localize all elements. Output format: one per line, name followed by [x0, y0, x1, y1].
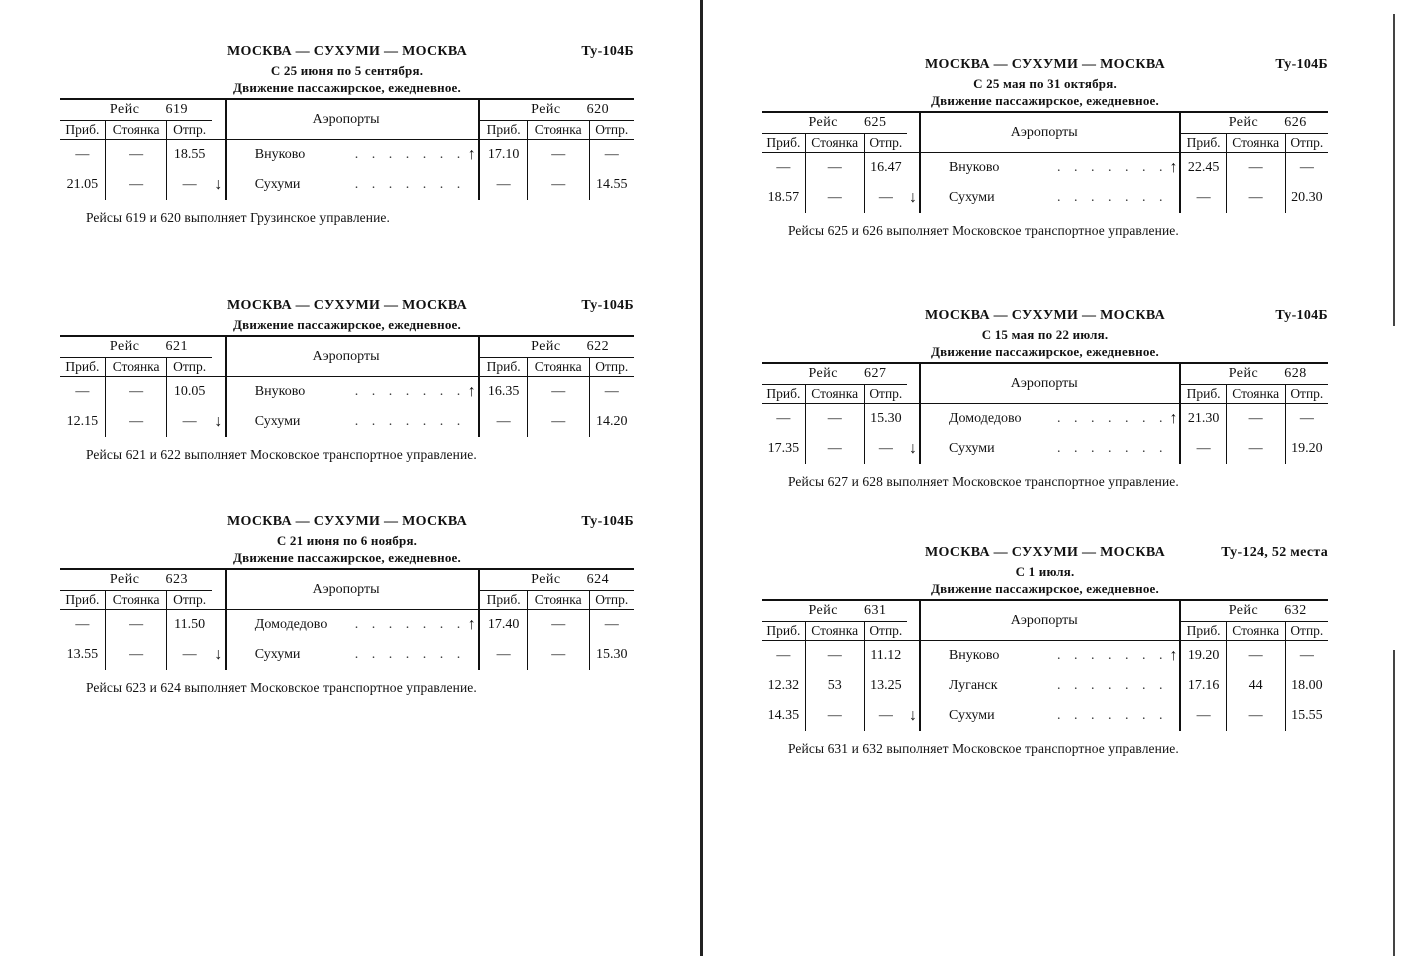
- arrow-down-icon: [907, 153, 920, 184]
- arrival-out: 14.35: [767, 708, 800, 723]
- arrival-out: —: [75, 384, 90, 399]
- arrow-down-icon: [907, 671, 920, 701]
- stop-back: —: [527, 170, 589, 200]
- departure-back: 15.55: [1291, 708, 1323, 723]
- traffic-type: Движение пассажирское, ежедневное.: [233, 80, 461, 95]
- route-title: МОСКВА — СУХУМИ — МОСКВА: [924, 57, 1166, 72]
- aircraft-type: Ту-104Б: [581, 298, 634, 313]
- flight-back-header: Рейс 620: [479, 99, 634, 121]
- arrow-down-icon: [907, 641, 920, 672]
- dep-header: Отпр.: [1285, 134, 1328, 153]
- arrival-out: 21.05: [66, 177, 99, 192]
- arrival-back: 21.30: [1187, 411, 1220, 426]
- stop-header: Стоянка: [527, 121, 589, 140]
- arr-header: Приб.: [479, 591, 527, 610]
- arrow-down-icon: ↓: [907, 434, 920, 464]
- operator-note: Рейсы 631 и 632 выполняет Московское транспортное управление.: [788, 741, 1179, 756]
- period: С 21 июня по 6 ноября.: [276, 533, 418, 548]
- arrow-up-icon: [465, 170, 479, 200]
- stop-back: —: [527, 610, 589, 641]
- dep-header: Отпр.: [589, 358, 634, 377]
- airport-name: Сухуми . . . . . . .: [254, 177, 466, 192]
- stop-header: Стоянка: [1226, 134, 1285, 153]
- leader-dots: . . . . . . .: [1056, 160, 1168, 175]
- timetable-row: [60, 640, 634, 670]
- arrow-up-icon: ↑: [465, 610, 479, 641]
- timetable: [762, 111, 1328, 213]
- page-edge: [1393, 14, 1395, 326]
- schedule-block: [762, 57, 1328, 239]
- timetable-row: [762, 153, 1328, 184]
- leader-dots: . . . . . . .: [354, 647, 466, 662]
- arrival-out: 12.32: [767, 678, 800, 693]
- aircraft-type: Ту-104Б: [581, 514, 634, 529]
- airport-name: Сухуми . . . . . . .: [948, 441, 1168, 456]
- dep-header: Отпр.: [167, 358, 212, 377]
- route-title: МОСКВА — СУХУМИ — МОСКВА: [226, 514, 468, 529]
- departure-out: —: [864, 434, 907, 464]
- dep-header: Отпр.: [589, 121, 634, 140]
- stop-back: —: [527, 407, 589, 437]
- arrival-out: 13.55: [66, 647, 99, 662]
- arrival-back: 19.20: [1187, 648, 1220, 663]
- arrival-back: —: [1196, 190, 1211, 205]
- stop-out: —: [805, 153, 864, 184]
- route-header: [762, 545, 1328, 563]
- operator-note: Рейсы 621 и 622 выполняет Московское транспортное управление.: [86, 447, 477, 462]
- arrow-up-icon: [465, 407, 479, 437]
- airport-name: Сухуми . . . . . . .: [254, 647, 466, 662]
- route-title: МОСКВА — СУХУМИ — МОСКВА: [226, 44, 468, 59]
- airport-name: Внуково . . . . . . .: [948, 648, 1168, 663]
- arrow-down-icon: ↓: [212, 170, 226, 200]
- departure-back: —: [1299, 160, 1314, 175]
- stop-header: Стоянка: [105, 591, 167, 610]
- departure-back: 18.00: [1291, 678, 1323, 693]
- timetable-row: [762, 671, 1328, 701]
- departure-out: —: [864, 183, 907, 213]
- arrow-down-icon: [907, 404, 920, 435]
- arrow-down-icon: [212, 377, 226, 408]
- route-header: [762, 308, 1328, 326]
- stop-back: —: [1226, 153, 1285, 184]
- route-header: [60, 298, 634, 316]
- airport-name: Луганск . . . . . . .: [948, 678, 1168, 693]
- departure-out: 18.55: [167, 140, 212, 171]
- flight-back-header: Рейс 628: [1180, 363, 1328, 385]
- arrival-back: —: [496, 177, 511, 192]
- arr-header: Приб.: [479, 358, 527, 377]
- arrival-out: —: [776, 160, 791, 175]
- arrival-back: 17.16: [1187, 678, 1220, 693]
- stop-out: —: [805, 404, 864, 435]
- arrival-back: —: [1196, 708, 1211, 723]
- timetable-row: [60, 407, 634, 437]
- departure-back: —: [1299, 411, 1314, 426]
- dep-header: Отпр.: [1285, 622, 1328, 641]
- arrow-down-icon: ↓: [212, 640, 226, 670]
- departure-back: —: [604, 617, 619, 632]
- operator-note: Рейсы 623 и 624 выполняет Московское транспортное управление.: [86, 680, 477, 695]
- stop-out: —: [805, 641, 864, 672]
- leader-dots: . . . . . . .: [1056, 648, 1168, 663]
- flight-out-header: Рейс 631: [762, 600, 907, 622]
- book-spine: [700, 0, 703, 956]
- arrival-back: 17.40: [487, 617, 520, 632]
- arrow-up-icon: ↑: [465, 140, 479, 171]
- arrival-back: 22.45: [1187, 160, 1220, 175]
- operator-note: Рейсы 619 и 620 выполняет Грузинское управление.: [86, 210, 390, 225]
- arrow-down-icon: ↓: [907, 183, 920, 213]
- arrow-up-icon: [1167, 671, 1180, 701]
- arr-header: Приб.: [60, 358, 105, 377]
- stop-out: —: [805, 183, 864, 213]
- stop-header: Стоянка: [105, 121, 167, 140]
- stop-header: Стоянка: [805, 622, 864, 641]
- stop-back: —: [1226, 434, 1285, 464]
- airport-name: Домодедово . . . . . . .: [948, 411, 1168, 426]
- traffic-type: Движение пассажирское, ежедневное.: [931, 581, 1159, 596]
- arrow-down-icon: [212, 140, 226, 171]
- stop-out: —: [105, 377, 167, 408]
- arr-header: Приб.: [1180, 134, 1226, 153]
- stop-back: —: [1226, 183, 1285, 213]
- schedule-block: [60, 44, 634, 226]
- airports-header: Аэропорты: [920, 600, 1168, 641]
- timetable-row: [60, 140, 634, 171]
- arrow-up-icon: ↑: [465, 377, 479, 408]
- dep-header: Отпр.: [167, 121, 212, 140]
- departure-out: 13.25: [864, 671, 907, 701]
- traffic-type: Движение пассажирское, ежедневное.: [233, 550, 461, 565]
- route-title: МОСКВА — СУХУМИ — МОСКВА: [924, 545, 1166, 560]
- airport-name: Сухуми . . . . . . .: [254, 414, 466, 429]
- departure-out: —: [864, 701, 907, 731]
- departure-back: —: [1299, 648, 1314, 663]
- stop-header: Стоянка: [527, 591, 589, 610]
- stop-out: —: [105, 140, 167, 171]
- period: С 1 июля.: [1015, 564, 1075, 579]
- timetable: [60, 335, 634, 437]
- arrow-up-icon: ↑: [1167, 404, 1180, 435]
- airports-header: Аэропорты: [226, 99, 466, 140]
- departure-back: —: [604, 147, 619, 162]
- arr-header: Приб.: [60, 591, 105, 610]
- timetable-row: [762, 701, 1328, 731]
- arr-header: Приб.: [1180, 622, 1226, 641]
- timetable: [762, 362, 1328, 464]
- schedule-block: [762, 308, 1328, 490]
- timetable-row: [60, 377, 634, 408]
- stop-out: —: [105, 610, 167, 641]
- airport-name: Сухуми . . . . . . .: [948, 708, 1168, 723]
- stop-out: 53: [805, 671, 864, 701]
- departure-out: 16.47: [864, 153, 907, 184]
- arrival-out: 17.35: [767, 441, 800, 456]
- dep-header: Отпр.: [167, 591, 212, 610]
- leader-dots: . . . . . . .: [1056, 411, 1168, 426]
- stop-header: Стоянка: [1226, 622, 1285, 641]
- stop-out: —: [805, 434, 864, 464]
- stop-back: —: [527, 640, 589, 670]
- route-header: [60, 44, 634, 62]
- departure-back: —: [604, 384, 619, 399]
- timetable-row: [762, 434, 1328, 464]
- departure-back: 14.20: [596, 414, 628, 429]
- departure-out: —: [167, 170, 212, 200]
- arrow-up-icon: ↑: [1167, 641, 1180, 672]
- route-header: [60, 514, 634, 532]
- aircraft-type: Ту-104Б: [1275, 308, 1328, 323]
- flight-back-header: Рейс 632: [1180, 600, 1328, 622]
- stop-header: Стоянка: [105, 358, 167, 377]
- leader-dots: . . . . . . .: [1056, 678, 1168, 693]
- dep-header: Отпр.: [864, 622, 907, 641]
- arrival-back: —: [496, 414, 511, 429]
- schedule-block: [762, 545, 1328, 757]
- leader-dots: . . . . . . .: [354, 384, 466, 399]
- stop-out: —: [805, 701, 864, 731]
- arr-header: Приб.: [60, 121, 105, 140]
- arrow-up-icon: [465, 640, 479, 670]
- page-edge: [1393, 650, 1395, 956]
- timetable: [60, 568, 634, 670]
- schedule-block: [60, 298, 634, 463]
- arr-header: Приб.: [762, 622, 805, 641]
- aircraft-type: Ту-104Б: [581, 44, 634, 59]
- leader-dots: . . . . . . .: [1056, 190, 1168, 205]
- arrival-out: —: [75, 147, 90, 162]
- timetable: [762, 599, 1328, 731]
- arrow-up-icon: [1167, 701, 1180, 731]
- departure-out: —: [167, 640, 212, 670]
- arrival-back: —: [496, 647, 511, 662]
- departure-back: 20.30: [1291, 190, 1323, 205]
- stop-back: —: [1226, 641, 1285, 672]
- arr-header: Приб.: [479, 121, 527, 140]
- departure-out: —: [167, 407, 212, 437]
- arr-header: Приб.: [1180, 385, 1226, 404]
- dep-header: Отпр.: [1285, 385, 1328, 404]
- airports-header: Аэропорты: [920, 363, 1168, 404]
- operator-note: Рейсы 625 и 626 выполняет Московское транспортное управление.: [788, 223, 1179, 238]
- stop-back: —: [527, 140, 589, 171]
- leader-dots: . . . . . . .: [354, 147, 466, 162]
- stop-back: —: [1226, 404, 1285, 435]
- stop-back: —: [1226, 701, 1285, 731]
- route-title: МОСКВА — СУХУМИ — МОСКВА: [924, 308, 1166, 323]
- airports-header: Аэропорты: [226, 336, 466, 377]
- schedule-block: [60, 514, 634, 696]
- period: С 15 мая по 22 июля.: [981, 327, 1109, 342]
- period: С 25 июня по 5 сентября.: [270, 63, 424, 78]
- traffic-type: Движение пассажирское, ежедневное.: [931, 344, 1159, 359]
- departure-back: 15.30: [596, 647, 628, 662]
- traffic-type: Движение пассажирское, ежедневное.: [233, 317, 461, 332]
- timetable-row: [762, 183, 1328, 213]
- dep-header: Отпр.: [864, 385, 907, 404]
- flight-out-header: Рейс 625: [762, 112, 907, 134]
- dep-header: Отпр.: [864, 134, 907, 153]
- leader-dots: . . . . . . .: [1056, 441, 1168, 456]
- stop-back: 44: [1226, 671, 1285, 701]
- departure-out: 15.30: [864, 404, 907, 435]
- leader-dots: . . . . . . .: [354, 177, 466, 192]
- departure-back: 14.55: [596, 177, 628, 192]
- arrival-back: 16.35: [487, 384, 520, 399]
- airport-name: Внуково . . . . . . .: [948, 160, 1168, 175]
- airport-name: Сухуми . . . . . . .: [948, 190, 1168, 205]
- airports-header: Аэропорты: [226, 569, 466, 610]
- flight-out-header: Рейс 627: [762, 363, 907, 385]
- airport-name: Внуково . . . . . . .: [254, 147, 466, 162]
- route-header: [762, 57, 1328, 75]
- period: С 25 мая по 31 октября.: [973, 76, 1117, 91]
- leader-dots: . . . . . . .: [1056, 708, 1168, 723]
- timetable-row: [60, 610, 634, 641]
- flight-out-header: Рейс 621: [60, 336, 212, 358]
- airport-name: Домодедово . . . . . . .: [254, 617, 466, 632]
- flight-back-header: Рейс 624: [479, 569, 634, 591]
- stop-header: Стоянка: [527, 358, 589, 377]
- arrow-down-icon: [212, 610, 226, 641]
- arrival-out: 18.57: [767, 190, 800, 205]
- arr-header: Приб.: [762, 134, 805, 153]
- arrival-back: 17.10: [487, 147, 520, 162]
- stop-out: —: [105, 407, 167, 437]
- leader-dots: . . . . . . .: [354, 414, 466, 429]
- arrival-out: —: [75, 617, 90, 632]
- stop-header: Стоянка: [805, 385, 864, 404]
- departure-back: 19.20: [1291, 441, 1323, 456]
- arrival-out: —: [776, 411, 791, 426]
- airport-name: Внуково . . . . . . .: [254, 384, 466, 399]
- departure-out: 11.50: [167, 610, 212, 641]
- arrow-down-icon: ↓: [907, 701, 920, 731]
- departure-out: 11.12: [864, 641, 907, 672]
- timetable-row: [60, 170, 634, 200]
- arrow-up-icon: [1167, 183, 1180, 213]
- aircraft-type: Ту-104Б: [1275, 57, 1328, 72]
- leader-dots: . . . . . . .: [354, 617, 466, 632]
- flight-out-header: Рейс 619: [60, 99, 212, 121]
- stop-header: Стоянка: [1226, 385, 1285, 404]
- timetable-row: [762, 404, 1328, 435]
- timetable: [60, 98, 634, 200]
- arrow-up-icon: ↑: [1167, 153, 1180, 184]
- route-title: МОСКВА — СУХУМИ — МОСКВА: [226, 298, 468, 313]
- airports-header: Аэропорты: [920, 112, 1168, 153]
- arrival-out: —: [776, 648, 791, 663]
- arrow-up-icon: [1167, 434, 1180, 464]
- flight-back-header: Рейс 626: [1180, 112, 1328, 134]
- traffic-type: Движение пассажирское, ежедневное.: [931, 93, 1159, 108]
- stop-out: —: [105, 170, 167, 200]
- arrival-out: 12.15: [66, 414, 99, 429]
- arrival-back: —: [1196, 441, 1211, 456]
- departure-out: 10.05: [167, 377, 212, 408]
- timetable-row: [762, 641, 1328, 672]
- flight-back-header: Рейс 622: [479, 336, 634, 358]
- aircraft-type: Ту-124, 52 места: [1221, 545, 1328, 560]
- stop-back: —: [527, 377, 589, 408]
- flight-out-header: Рейс 623: [60, 569, 212, 591]
- stop-header: Стоянка: [805, 134, 864, 153]
- stop-out: —: [105, 640, 167, 670]
- arrow-down-icon: ↓: [212, 407, 226, 437]
- operator-note: Рейсы 627 и 628 выполняет Московское транспортное управление.: [788, 474, 1179, 489]
- arr-header: Приб.: [762, 385, 805, 404]
- dep-header: Отпр.: [589, 591, 634, 610]
